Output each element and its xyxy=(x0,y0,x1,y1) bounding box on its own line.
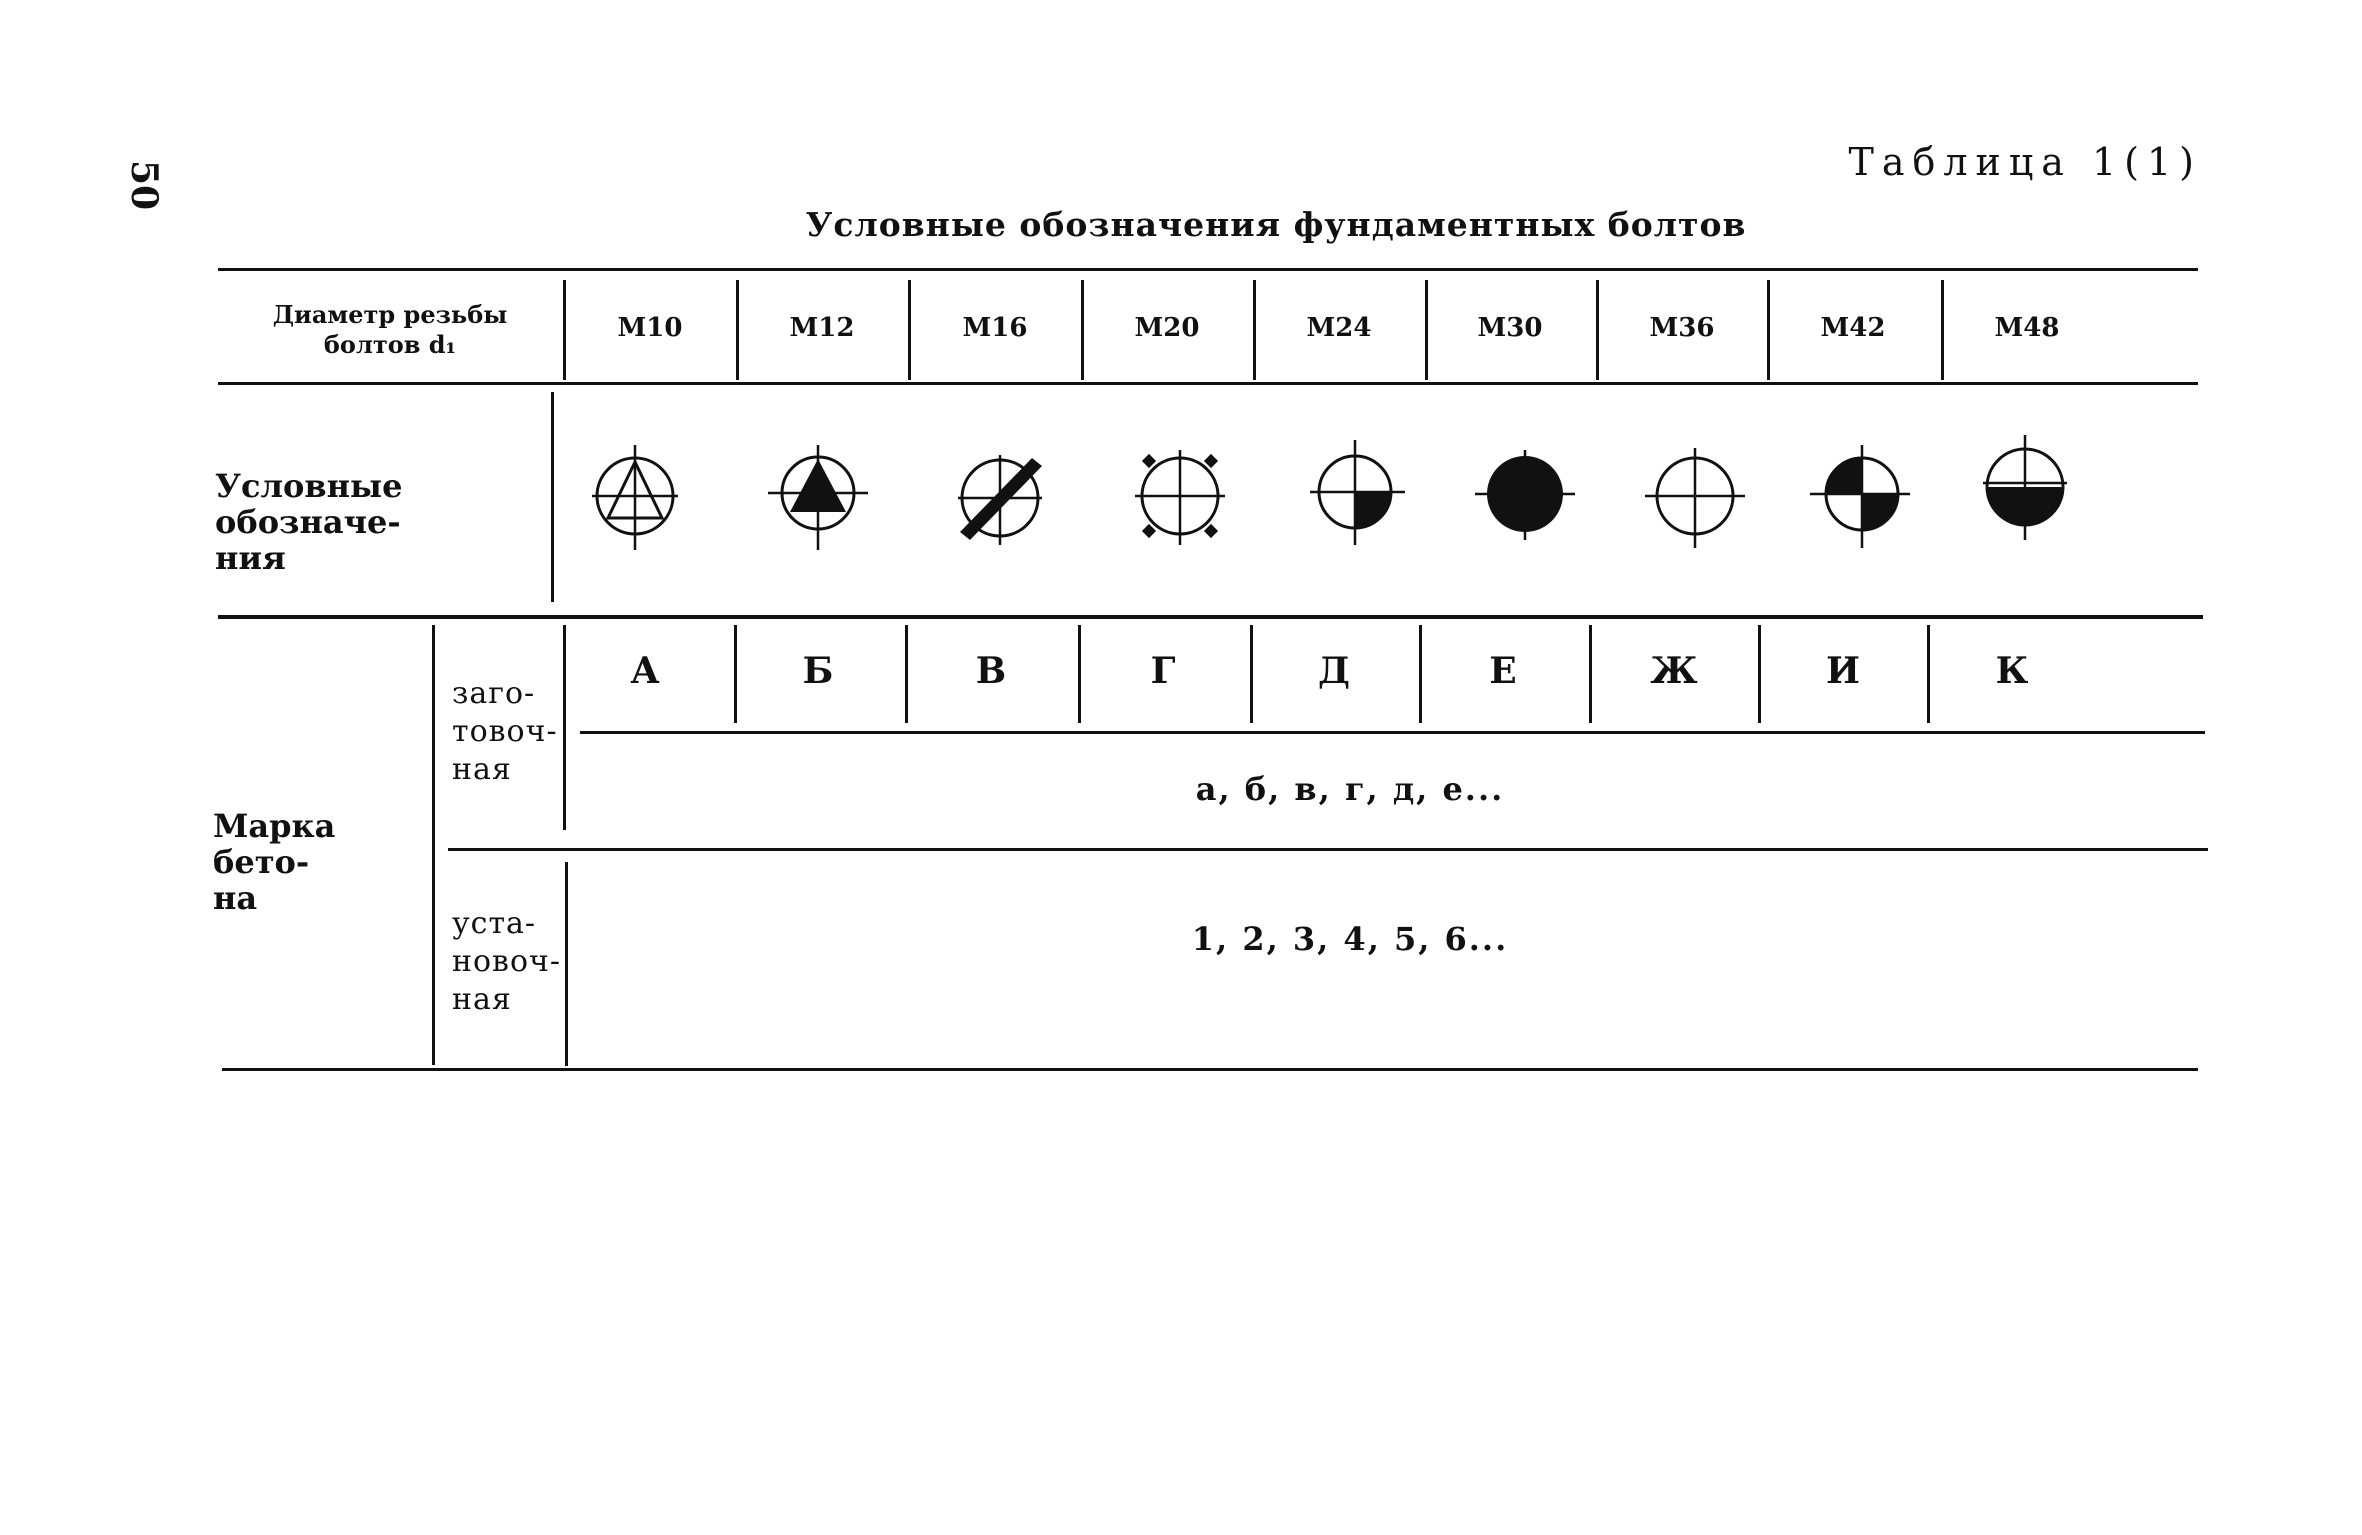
diameter-header xyxy=(230,300,550,360)
letter-cell: И xyxy=(1825,650,1860,692)
size-m48: М48 xyxy=(1994,313,2060,343)
letter-cell: Ж xyxy=(1650,650,1698,692)
diameter-header-line2: болтов d₁ xyxy=(323,330,457,359)
size-m42: М42 xyxy=(1820,313,1886,343)
install-series: 1, 2, 3, 4, 5, 6... xyxy=(1191,920,1509,958)
circle-triangle-outline-icon xyxy=(590,440,680,550)
letter-cell: Г xyxy=(1150,650,1176,692)
symbols-row-label xyxy=(215,468,545,576)
circle-half-filled-icon xyxy=(1975,435,2075,545)
circle-triangle-filled-icon xyxy=(768,440,868,550)
blank-series: а, б, в, г, д, е... xyxy=(1195,770,1505,808)
symbols-row-label-line2: ния xyxy=(215,539,286,577)
letter-cell: К xyxy=(1995,650,2029,692)
letter-cell: Б xyxy=(802,650,834,692)
size-m20: М20 xyxy=(1134,313,1200,343)
size-m16: М16 xyxy=(962,313,1028,343)
size-m10: М10 xyxy=(617,313,683,343)
circle-two-quarters-filled-icon xyxy=(1810,440,1910,550)
circle-crosshair-icon xyxy=(1645,440,1745,550)
size-m30: М30 xyxy=(1477,313,1543,343)
table-caption: Условные обозначения фундаментных болтов xyxy=(805,205,1747,244)
install-sub-label-line2: новоч- xyxy=(452,944,561,979)
letter-cell: Д xyxy=(1317,650,1350,692)
blank-sub-label-line2: товоч- xyxy=(452,714,558,749)
concrete-row-label xyxy=(213,808,428,916)
blank-sub-label-line3: ная xyxy=(452,752,512,787)
circle-full-filled-icon xyxy=(1475,440,1575,550)
size-m24: М24 xyxy=(1306,313,1372,343)
rule-letters-bottom xyxy=(580,731,2205,734)
concrete-row-label-line2: на xyxy=(213,879,258,917)
col-divider xyxy=(551,392,554,602)
size-m36: М36 xyxy=(1649,313,1715,343)
rule-blank-bottom xyxy=(448,848,2208,851)
col-divider xyxy=(432,625,435,1065)
circle-quarter-filled-icon xyxy=(1305,440,1405,550)
blank-sub-label-line1: заго- xyxy=(452,676,536,711)
page-number: 50 xyxy=(123,160,165,211)
col-divider xyxy=(565,862,568,1066)
rule-header-bottom xyxy=(218,382,2198,385)
table-label: Таблица 1(1) xyxy=(1848,140,2202,184)
blank-sub-label xyxy=(452,675,562,789)
letter-cell: А xyxy=(630,650,660,692)
install-sub-label-line3: ная xyxy=(452,982,512,1017)
rule-top xyxy=(218,268,2198,271)
diameter-header-line1: Диаметр резьбы xyxy=(272,300,508,329)
letter-cell: В xyxy=(975,650,1007,692)
rule-symbols-bottom xyxy=(218,615,2203,619)
install-sub-label-line1: уста- xyxy=(452,906,537,941)
size-m12: М12 xyxy=(789,313,855,343)
circle-four-ticks-icon xyxy=(1130,440,1230,550)
symbols-row-label-line1: Условные обозначе- xyxy=(215,467,403,541)
concrete-row-label-line1: Марка бето- xyxy=(213,807,336,881)
install-sub-label xyxy=(452,905,562,1019)
rule-table-bottom xyxy=(222,1068,2198,1071)
circle-diagonal-bar-icon xyxy=(950,440,1050,550)
letter-cell: Е xyxy=(1489,650,1517,692)
